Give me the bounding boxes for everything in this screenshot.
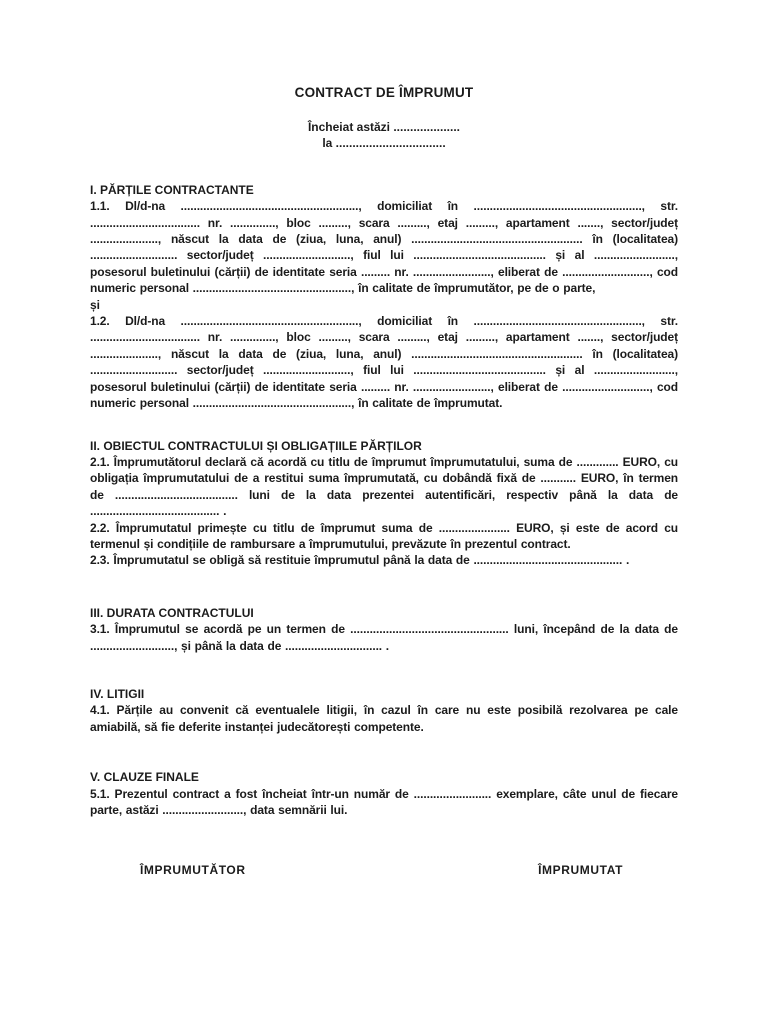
paragraph-2-2-borrower-acceptance: 2.2. Împrumutatul primește cu titlu de împrumut suma de ...................... EURO, și este de acord cu termenul și condițiile de rambursare a împrumutului, prevăzute în prezentul contract. <box>90 520 678 551</box>
signature-label-lender: ÎMPRUMUTĂTOR <box>140 863 246 878</box>
paragraph-2-1-loan-amount: 2.1. Împrumutătorul declară că acordă cu titlu de împrumut împrumutatului, suma de ............. EURO, cu obligația împrumutatului de a restitui suma împrumutată, cu dobândă fixă de ........... EURO, în termen de ...................................... luni de la data prezentei autentificări, respectiv până la data de ........................................ . <box>90 454 678 519</box>
paragraph-1-1-lender-identity: 1.1. Dl/d-na ......................................................., domiciliat în ...................................................., str. .................................. nr. .............., bloc ........., scara ........., etaj ........., apartament ......., sector/județ ....................., născut la data de (ziua, luna, anul) ..................................................... în (localitatea) ........................... sector/județ ..........................., fiul lui ......................................... și al ........................., posesorul buletinului (cărții) de identitate seria ......... nr. ........................, eliberat de ..........................., cod numeric personal ................................................., în calitate de împrumutător, pe de o parte, <box>90 199 678 296</box>
section-contracting-parties <box>90 182 678 412</box>
intro-place-line: la ................................. <box>322 136 446 151</box>
section-heading-object-obligations: II. OBIECTUL CONTRACTULUI ȘI OBLIGAȚIILE PĂRȚILOR <box>90 438 422 453</box>
section-heading-final-clauses: V. CLAUZE FINALE <box>90 770 199 785</box>
signature-label-borrower: ÎMPRUMUTAT <box>538 863 623 878</box>
document-title: CONTRACT DE ÎMPRUMUT <box>294 85 474 100</box>
paragraph-2-3-repayment-date: 2.3. Împrumutatul se obligă să restituie împrumutul până la data de .............................................. . <box>90 553 630 568</box>
paragraph-1-2-borrower-identity: 1.2. Dl/d-na ......................................................., domiciliat în ...................................................., str. .................................. nr. .............., bloc ........., scara ........., etaj ........., apartament ......., sector/județ ....................., născut la data de (ziua, luna, anul) ..................................................... în (localitatea) ........................... sector/județ ..........................., fiul lui ......................................... și al ........................., posesorul buletinului (cărții) de identitate seria ......... nr. ........................, eliberat de ..........................., cod numeric personal ................................................., în calitate de împrumutat. <box>90 314 678 411</box>
section-final-clauses <box>90 769 678 818</box>
section-heading-parties: I. PĂRȚILE CONTRACTANTE <box>90 182 254 197</box>
paragraph-3-1-loan-term: 3.1. Împrumutul se acordă pe un termen de ................................................. luni, începând de la data de .........................., și până la data de .............................. . <box>90 622 678 653</box>
paragraph-5-1-copies: 5.1. Prezentul contract a fost încheiat într-un număr de ........................ exemplare, câte unul de fiecare parte, astăzi ........................., data semnării lui. <box>90 786 678 817</box>
section-heading-litigation: IV. LITIGII <box>90 686 145 701</box>
signature-block <box>90 862 678 878</box>
section-contract-duration <box>90 605 678 654</box>
intro-date-line: Încheiat astăzi .................... <box>307 120 461 134</box>
section-litigation <box>90 686 678 735</box>
section-heading-duration: III. DURATA CONTRACTULUI <box>90 605 254 620</box>
section-contract-object <box>90 438 678 569</box>
paragraph-and-connector: și <box>90 297 101 312</box>
paragraph-4-1-dispute-resolution: 4.1. Părțile au convenit că eventualele litigii, în cazul în care nu este posibilă rezolvarea pe cale amiabilă, să fie deferite instanței judecătorești competente. <box>90 703 678 734</box>
